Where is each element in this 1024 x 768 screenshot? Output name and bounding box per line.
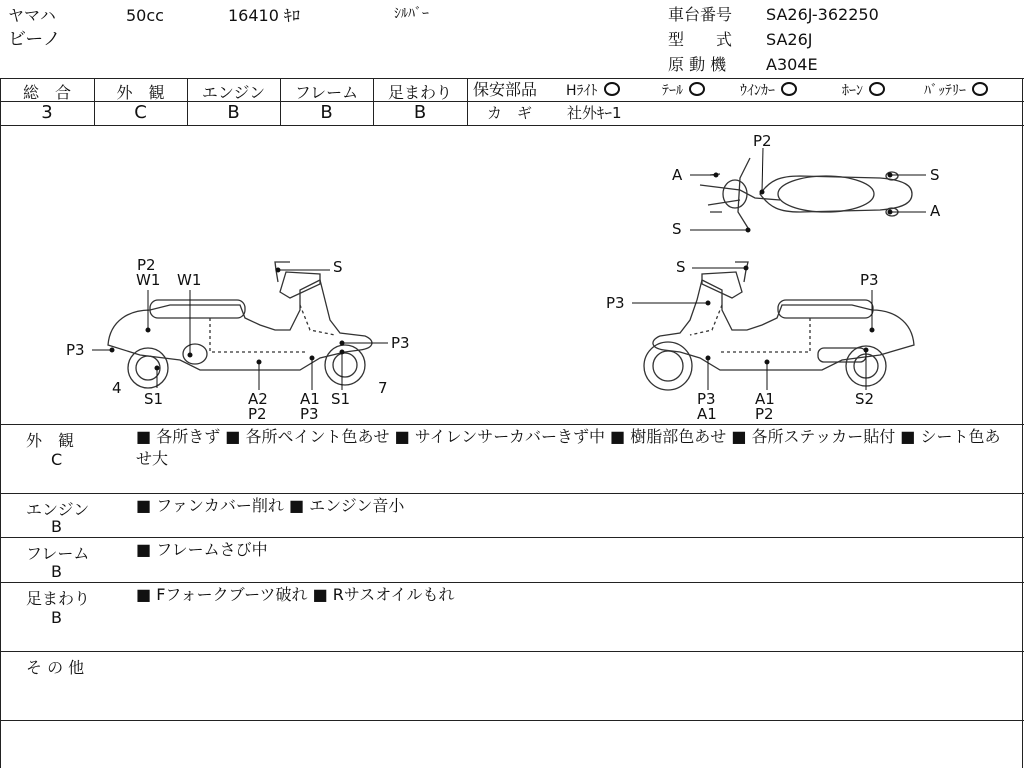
diagram-label: S1: [144, 390, 164, 408]
section-engine-label: エンジン: [26, 500, 90, 519]
diagram-label: P3: [300, 405, 319, 423]
type-value: SA26J: [766, 30, 813, 49]
safety-item-label: ｳｲﾝｶｰ: [740, 83, 775, 99]
safety-item-tail: [662, 81, 705, 101]
diagram-label: P2: [137, 256, 156, 274]
grade-label-suspension: 足まわり: [387, 83, 452, 102]
key-value: 社外ｷｰ1: [567, 104, 622, 122]
grade-value-suspension: B: [413, 102, 427, 123]
diagram-label: W1: [136, 271, 161, 289]
diagram-label: P3: [606, 294, 625, 312]
diagram-label: P2: [248, 405, 267, 423]
safety-item-headlight: [566, 81, 620, 101]
displacement-text: 50cc: [126, 6, 164, 25]
section-exterior-grade: C: [51, 450, 63, 469]
ok-circle-icon: [869, 82, 885, 96]
section-engine-notes: ■ ファンカバー削れ ■ エンジン音小: [136, 496, 405, 515]
rule-line: [1022, 78, 1023, 768]
scooter-top-view: [700, 158, 912, 228]
rule-line: [0, 493, 1024, 494]
grade-value-frame: B: [320, 102, 333, 123]
ok-circle-icon: [689, 82, 705, 96]
safety-label: 保安部品: [473, 80, 538, 99]
safety-item-winker: [740, 81, 797, 101]
safety-item-label: ﾃｰﾙ: [662, 83, 683, 99]
diagram-label: P2: [753, 132, 772, 150]
diagram-label: A1: [300, 390, 320, 408]
diagram-label: 7: [378, 379, 388, 397]
section-suspension-notes: ■ Fフォークブーツ破れ ■ Rサスオイルもれ: [136, 585, 455, 604]
diagram-label: P3: [66, 341, 85, 359]
rule-line: [0, 537, 1024, 538]
diagram-label: W1: [177, 271, 202, 289]
diagram-label: S1: [331, 390, 351, 408]
safety-item-label: ﾎｰﾝ: [842, 83, 863, 99]
grade-label-frame: フレーム: [294, 83, 359, 102]
chassis-value: SA26J-362250: [766, 5, 879, 24]
engine-label: 原 動 機: [668, 55, 727, 74]
grade-label-exterior: 外 観: [116, 83, 165, 102]
rule-line: [0, 651, 1024, 652]
diagram-label: S: [333, 258, 343, 276]
safety-item-battery: [924, 81, 988, 101]
grade-label-engine: エンジン: [201, 83, 266, 102]
rule-line: [0, 582, 1024, 583]
section-suspension-label: 足まわり: [26, 589, 91, 608]
key-label: カ ギ: [487, 104, 533, 122]
chassis-label: 車台番号: [668, 5, 733, 24]
rule-line: [467, 101, 1024, 102]
grade-value-engine: B: [227, 102, 240, 123]
rule-line: [0, 424, 1024, 425]
section-exterior-label: 外 観: [26, 431, 75, 450]
section-frame-notes: ■ フレームさび中: [136, 540, 268, 559]
ok-circle-icon: [604, 82, 620, 96]
rule-line: [467, 78, 468, 125]
section-frame-label: フレーム: [26, 544, 90, 563]
rule-line: [0, 720, 1024, 721]
safety-item-horn: [842, 81, 885, 101]
ok-circle-icon: [972, 82, 988, 96]
section-engine-grade: B: [51, 517, 62, 536]
safety-item-label: Hﾗｲﾄ: [566, 83, 598, 99]
diagram-label: P3: [391, 334, 410, 352]
section-suspension-grade: B: [51, 608, 62, 627]
model-name-text: ビーノ: [8, 29, 61, 50]
diagram-label: P2: [755, 405, 774, 423]
diagram-label: S: [676, 258, 686, 276]
diagram-label: S2: [855, 390, 875, 408]
section-frame-grade: B: [51, 562, 62, 581]
rule-line: [0, 78, 1024, 79]
safety-item-label: ﾊﾞｯﾃﾘｰ: [924, 83, 966, 99]
grade-label-overall: 総 合: [22, 83, 71, 102]
diagram-label: S: [930, 166, 940, 184]
diagram-label: A: [672, 166, 683, 184]
diagram-label: A2: [248, 390, 268, 408]
diagram-label: A1: [697, 405, 717, 423]
diagram-label: A1: [755, 390, 775, 408]
color-text: ｼﾙﾊﾞｰ: [394, 6, 429, 22]
diagram-label: P3: [697, 390, 716, 408]
mileage-text: 16410 ｷﾛ: [228, 6, 300, 25]
section-exterior-notes: ■ 各所きず ■ 各所ペイント色あせ ■ サイレンサーカバーきず中 ■ 樹脂部色あせ ■ 各所ステッカー貼付 ■ シート色あせ大: [136, 427, 1001, 468]
diagram-label: S: [672, 220, 682, 238]
grade-value-overall: 3: [41, 102, 53, 123]
scooter-damage-diagram: [0, 126, 1022, 424]
section-other-label: そ の 他: [26, 658, 85, 677]
diagram-label: A: [930, 202, 941, 220]
diagram-label: 4: [112, 379, 122, 397]
diagram-label: P3: [860, 271, 879, 289]
engine-value: A304E: [766, 55, 818, 74]
ok-circle-icon: [781, 82, 797, 96]
type-label: 型 式: [668, 30, 733, 49]
maker-text: ヤマハ: [8, 6, 56, 25]
grade-value-exterior: C: [134, 102, 147, 123]
